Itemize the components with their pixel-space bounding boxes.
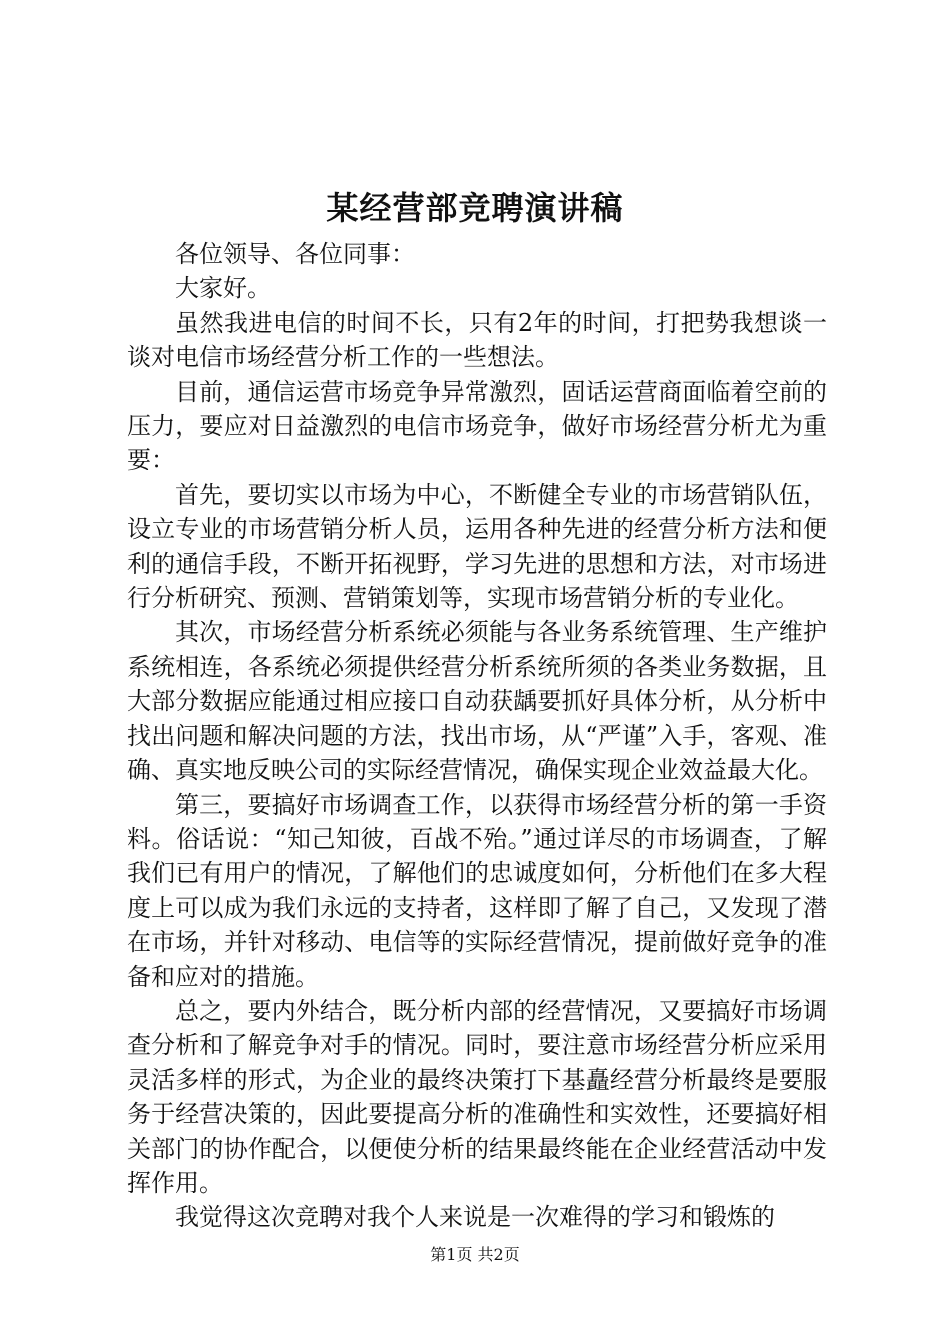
document-body	[127, 237, 827, 1235]
paragraph-closing-start: 我觉得这次竞聘对我个人来说是一次难得的学习和锻炼的	[175, 1203, 775, 1232]
paragraph-current-situation: 目前，通信运营市场竞争异常激烈，固话运营商面临着空前的压力，要应对日益激烈的电信市场竞争，做好市场经营分析尤为重要：	[127, 377, 827, 475]
paragraph-second-point: 其次，市场经营分析系统必须能与各业务系统管理、生产维护系统相连，各系统必须提供经营分析系统所须的各类业务数据，且大部分数据应能通过相应接口自动获龋要抓好具体分析，从分析中找出问题和解决问题的方法，找出市场，从“严谨”入手，客观、准确、真实地反映公司的实际经营情况，确保实现企业效益最大化。	[127, 618, 827, 785]
paragraph-hello: 大家好。	[175, 274, 271, 303]
paragraph-summary: 总之，要内外结合，既分析内部的经营情况，又要搞好市场调查分析和了解竞争对手的情况。同时，要注意市场经营分析应采用灵活多样的形式，为企业的最终决策打下基矗经营分析最终是要服务于经营决策的，因此要提高分析的准确性和实效性，还要搞好相关部门的协作配合，以便使分析的结果最终能在企业经营活动中发挥作用。	[127, 996, 827, 1197]
document-title: 某经营部竞聘演讲稿	[326, 189, 624, 227]
page-number-footer: 第1页 共2页	[430, 1245, 520, 1264]
paragraph-intro: 虽然我进电信的时间不长，只有2年的时间，打把势我想谈一谈对电信市场经营分析工作的一些想法。	[127, 308, 827, 372]
paragraph-third-point: 第三，要搞好市场调查工作，以获得市场经营分析的第一手资料。俗话说：“知己知彼，百战不殆。”通过详尽的市场调查，了解我们已有用户的情况，了解他们的忠诚度如何，分析他们在多大程度上可以成为我们永远的支持者，这样即了解了自己，又发现了潜在市场，并针对移动、电信等的实际经营情况，提前做好竞争的准备和应对的措施。	[127, 790, 827, 991]
paragraph-greeting: 各位领导、各位同事：	[175, 240, 415, 268]
paragraph-first-point: 首先，要切实以市场为中心，不断健全专业的市场营销队伍，设立专业的市场营销分析人员，运用各种先进的经营分析方法和便利的通信手段，不断开拓视野，学习先进的思想和方法，对市场进行分析研究、预测、营销策划等，实现市场营销分析的专业化。	[127, 480, 827, 613]
